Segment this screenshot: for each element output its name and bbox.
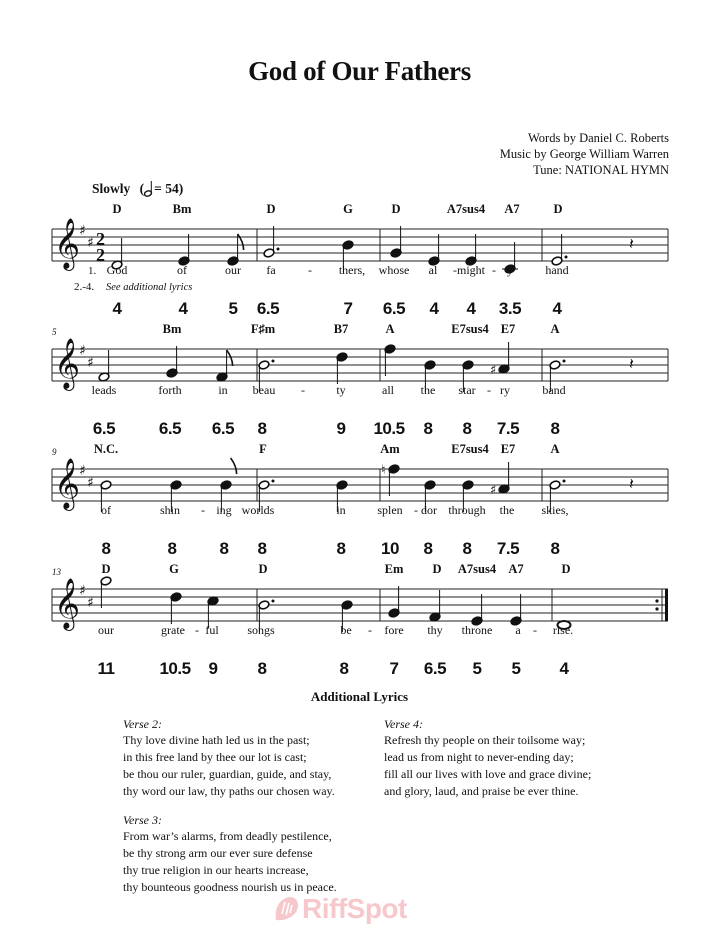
staff-system [52,458,668,512]
watermark-text: RiffSpot [302,893,407,924]
dot [563,360,566,363]
harmonica-tab: 6.5 [158,419,182,438]
tempo-word: Slowly [92,181,131,196]
harmonica-tab: 5 [472,659,482,678]
harmonica-tab: 8 [257,659,267,678]
harmonica-tab: 4 [559,659,569,678]
lyric-syllable: ry [500,383,510,397]
lyric-syllable: fore [384,623,404,637]
lyric-syllable: dor [421,503,437,517]
harmonica-tab: 8 [219,539,229,558]
lyric-syllable: - [201,503,205,517]
harmonica-tab: 8 [462,539,472,558]
lyric-syllable: through [448,503,486,517]
sharp-icon: ♯ [79,223,86,239]
words-credit: Words by Daniel C. Roberts [528,131,669,145]
verse-3-line: From war’s alarms, from deadly pestilence, [123,829,332,843]
lyric-syllable: - [195,623,199,637]
lyric-syllable: - [533,623,537,637]
verse-3-line: thy true religion in our hearts increase, [123,863,309,877]
chord-symbol: E7sus4 [451,442,489,456]
lyric-syllable: al [428,263,438,277]
treble-clef-icon: 𝄞 [54,458,81,509]
chord-symbol: G [343,202,353,216]
quarter-rest-icon: 𝄽 [629,354,634,373]
lyric-syllable: thy [427,623,443,637]
harmonica-tab: 7 [343,299,353,318]
final-barline-thick [665,589,668,621]
music-credit: Music by George William Warren [499,147,669,161]
harmonica-tab: 8 [550,419,560,438]
lyric-syllable: ing [216,503,232,517]
measure-number: 13 [52,567,61,577]
lyric-syllable: might [456,263,486,277]
lyric-syllable: - [414,503,418,517]
lyric-syllable: whose [378,263,410,277]
chord-symbol: D [258,562,268,576]
lyric-syllable: band [542,383,566,397]
lyric-syllable: be [340,623,352,637]
measure-number: 9 [52,447,57,457]
dot [565,256,568,259]
verse-2-block [123,717,335,799]
verse-2-line: thy word our law, thy paths our chosen way. [123,784,335,798]
lyric-syllable: God [106,263,128,277]
tempo-bpm: = 54) [154,181,184,196]
verse-4-line: lead us from night to never-ending day; [384,750,574,764]
chord-symbol: B7 [333,322,349,336]
harmonica-tab: 8 [336,539,346,558]
sharp-icon: ♯ [87,235,94,251]
lyric-syllable: - [368,623,372,637]
staff-system [52,338,668,392]
harmonica-tab: 4 [112,299,122,318]
quarter-rest-icon: 𝄽 [629,234,634,253]
verse-4-line: and glory, laud, and praise be ever thine. [384,784,579,798]
chord-symbol: D [266,202,276,216]
lyric-syllable: fa [266,263,276,277]
sharp-icon: ♯ [87,595,94,611]
quarter-rest-icon: 𝄽 [629,474,634,493]
lyric-syllable: the [420,383,436,397]
time-signature-top: 2 [96,229,105,249]
repeat-dot [655,607,658,610]
verse-4-line: Refresh thy people on their toilsome way; [384,733,586,747]
harmonica-tab: 8 [257,419,267,438]
sharp-icon: ♯ [79,463,86,479]
lyric-syllable: of [177,263,187,277]
chord-symbol: F [259,442,267,456]
harmonica-tab: 10 [381,539,399,558]
harmonica-tab: 8 [339,659,349,678]
harmonica-tab: 6.5 [423,659,447,678]
sharp-icon: ♯ [490,483,497,498]
chord-symbol: N.C. [93,442,119,456]
chord-symbol: A [550,322,560,336]
lyric-syllable: the [499,503,515,517]
dot [277,248,280,251]
chord-symbol: Em [384,562,404,576]
harmonica-tab: 8 [101,539,111,558]
tempo-open: ( [139,181,145,196]
harmonica-tab: 4 [429,299,439,318]
eighth-flag [238,234,244,250]
staff-system [52,576,668,632]
lyric-syllable: star [458,383,476,397]
harmonica-tab: 4 [178,299,188,318]
harmonica-tab: 8 [257,539,267,558]
verse-range: 2.-4. [74,281,95,293]
chord-symbol: D [112,202,122,216]
chord-symbol: A7 [508,562,524,576]
harmonica-tab: 8 [462,419,472,438]
verse-4-block [384,717,591,799]
harmonica-tab: 3.5 [498,299,522,318]
lyric-syllable: our [98,623,114,637]
lyric-syllable: skies, [541,503,569,517]
lyric-syllable: all [382,383,394,397]
lyric-syllable: - [308,263,312,277]
verse-3-line: thy bounteous goodness nourish us in peace. [123,880,337,894]
lyric-syllable: leads [91,383,117,397]
lyric-syllable: forth [158,383,182,397]
chord-symbol: D [432,562,442,576]
harmonica-tab: 7 [389,659,399,678]
chord-symbol: A7 [504,202,520,216]
treble-clef-icon: 𝄞 [54,338,81,389]
lyric-syllable: - [301,383,305,397]
lyric-syllable: a [515,623,521,637]
verse-2-line: be thou our ruler, guardian, guide, and stay, [123,767,332,781]
harmonica-tab: 4 [466,299,476,318]
harmonica-tab: 6.5 [92,419,116,438]
verse-2-line: in this free land by thee our lot is cast; [123,750,307,764]
verse-3-label: Verse 3: [123,813,162,827]
chord-symbol: A7sus4 [446,202,486,216]
lyric-syllable: splen [377,503,403,517]
chord-symbol: Am [380,442,400,456]
chord-symbol: E7 [500,442,516,456]
verse-2-line: Thy love divine hath led us in the past; [123,733,310,747]
verse-3-line: be thy strong arm our ever sure defense [123,846,313,860]
chord-symbol: D [391,202,401,216]
sharp-icon: ♯ [490,363,497,378]
tune-credit: Tune: NATIONAL HYMN [533,163,669,177]
harmonica-tab: 8 [550,539,560,558]
lyric-syllable: worlds [241,503,275,517]
sharp-icon: ♯ [79,583,86,599]
lyric-syllable: - [487,383,491,397]
lyric-syllable: in [336,503,346,517]
lyric-syllable: ty [336,383,346,397]
time-signature-bottom: 2 [96,245,105,265]
lyric-syllable: throne [461,623,493,637]
harmonica-tab: 9 [336,419,346,438]
chord-symbol: Bm [172,202,192,216]
dot [272,360,275,363]
dot [272,480,275,483]
harmonica-tab: 6.5 [382,299,406,318]
lyric-syllable: shin [159,503,181,517]
verse-4-label: Verse 4: [384,717,423,731]
harmonica-tab: 5 [511,659,521,678]
lyric-syllable: beau [252,383,276,397]
lyric-syllable: songs [247,623,275,637]
dot [272,600,275,603]
chord-symbol: A [550,442,560,456]
sharp-icon: ♯ [87,475,94,491]
song-title: God of Our Fathers [248,56,471,86]
lyric-syllable: - [453,263,457,277]
eighth-flag [231,458,237,474]
harmonica-tab: 10.5 [159,659,191,678]
verse-2-label: Verse 2: [123,717,162,731]
harmonica-tab: 11 [97,659,115,678]
additional-lyrics-heading: Additional Lyrics [310,689,409,704]
treble-clef-icon: 𝄞 [54,218,81,269]
verse-number: 1. [88,265,97,277]
harmonica-tab: 8 [423,539,433,558]
chord-symbol: A [385,322,395,336]
harmonica-tab: 8 [423,419,433,438]
lyric-syllable: our [225,263,241,277]
sharp-icon: ♯ [79,343,86,359]
harmonica-tab: 8 [167,539,177,558]
additional-lyrics-note: See additional lyrics [106,282,193,293]
harmonica-tab: 4 [552,299,562,318]
dot [563,480,566,483]
lyric-syllable: thers, [338,263,366,277]
chord-symbol: E7sus4 [451,322,489,336]
verse-4-line: fill all our lives with love and grace divine; [384,767,592,781]
lyric-syllable: ful [205,623,219,637]
lyric-syllable: grate [161,623,185,637]
repeat-dot [655,599,658,602]
chord-symbol: Bm [162,322,182,336]
chord-symbol: F♯m [250,322,276,336]
lyric-syllable: of [101,503,111,517]
chord-symbol: G [169,562,179,576]
harmonica-tab: 9 [208,659,218,678]
harmonica-tab: 6.5 [211,419,235,438]
sharp-icon: ♯ [87,355,94,371]
chord-symbol: A7sus4 [457,562,497,576]
lyric-syllable: hand [545,263,569,277]
chord-symbol: E7 [500,322,516,336]
chord-symbol: D [561,562,571,576]
lyric-syllable: y [507,263,513,277]
lyric-syllable: in [218,383,228,397]
lyric-syllable: rise. [552,623,574,637]
harmonica-tab: 6.5 [256,299,280,318]
treble-clef-icon: 𝄞 [54,578,81,629]
harmonica-tab: 7.5 [496,419,520,438]
verse-3-block [123,813,337,895]
harmonica-tab: 10.5 [373,419,405,438]
chord-symbol: D [553,202,563,216]
measure-number: 5 [52,327,57,337]
eighth-flag [227,350,233,366]
harmonica-tab: 5 [228,299,238,318]
lyric-syllable: - [492,263,496,277]
chord-symbol: D [101,562,111,576]
harmonica-tab: 7.5 [496,539,520,558]
natural-icon: ♮ [381,463,386,478]
